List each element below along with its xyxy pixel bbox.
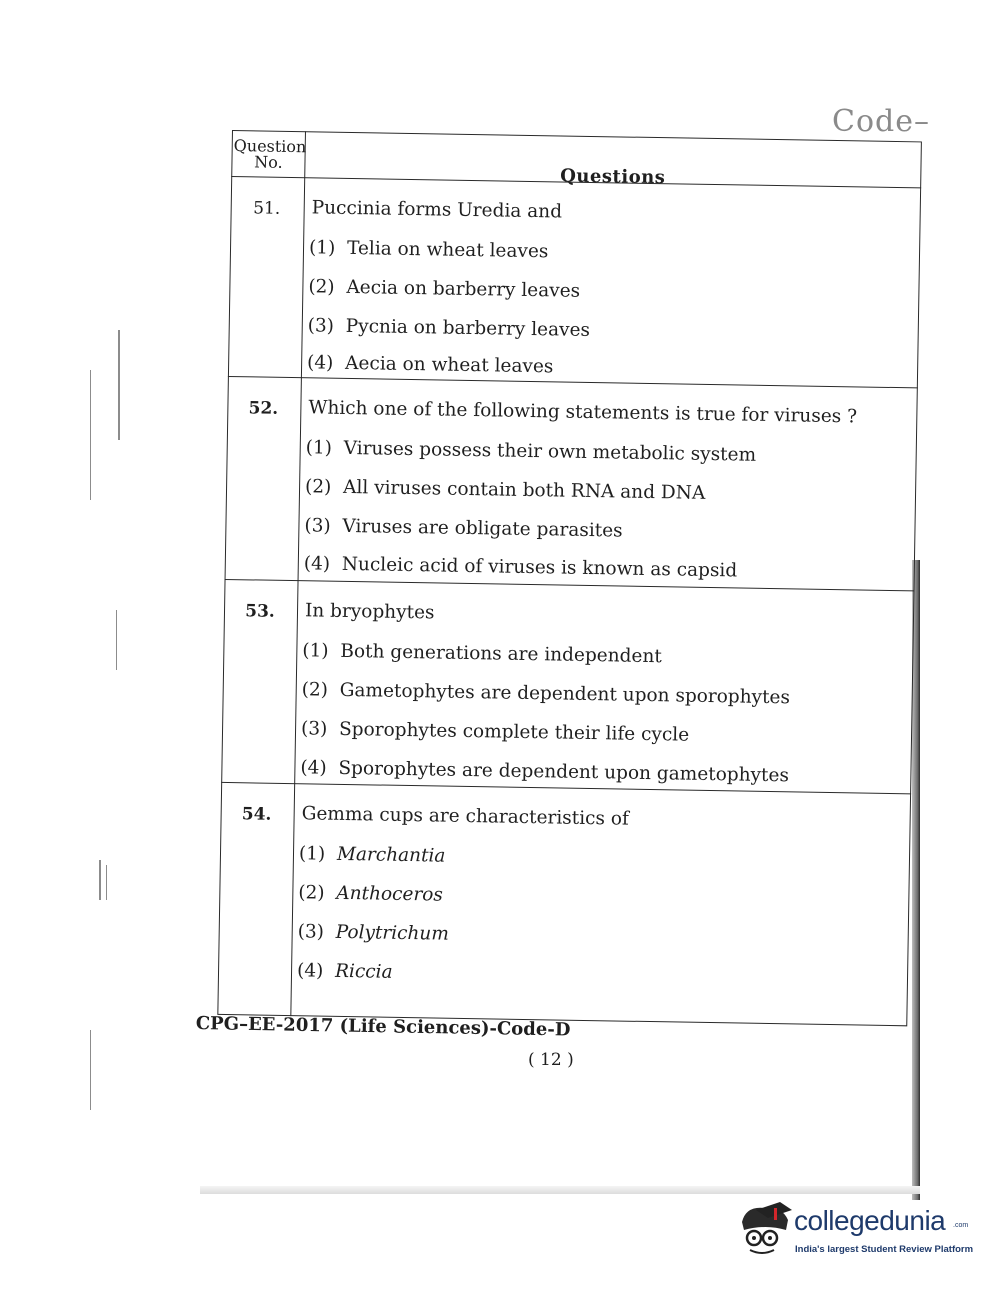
question-number: 54. — [241, 804, 272, 825]
option-number: (1) — [305, 437, 333, 459]
option-number: (1) — [308, 237, 336, 259]
question-text: In bryophytes — [304, 600, 435, 624]
option-text: Sporophytes are dependent upon gametophytes — [338, 757, 790, 787]
question-52 — [225, 376, 918, 591]
option — [297, 960, 393, 983]
scan-margin-mark — [90, 370, 91, 500]
option — [304, 553, 738, 581]
option-number: (1) — [302, 640, 329, 662]
brand-name: collegedunia — [794, 1205, 946, 1236]
question-53 — [221, 579, 914, 794]
option-text: Polytrichum — [335, 921, 450, 945]
code-label: Code– — [832, 104, 930, 139]
scan-margin-mark — [99, 860, 101, 900]
option-number: (3) — [300, 718, 328, 740]
question-number: 51. — [253, 198, 281, 219]
option-number: (3) — [307, 315, 335, 337]
option-number: (1) — [298, 843, 326, 865]
option-number: (4) — [306, 352, 334, 374]
option-number: (3) — [297, 921, 325, 943]
option — [306, 437, 757, 465]
question-number: 53. — [245, 601, 275, 622]
option-text: Marchantia — [336, 843, 446, 867]
brand-suffix: .com — [953, 1222, 969, 1229]
option-text: Aecia on wheat leaves — [344, 352, 554, 378]
question-54 — [217, 782, 911, 1023]
option-text: Sporophytes complete their life cycle — [338, 718, 690, 746]
option-text: Telia on wheat leaves — [346, 237, 549, 263]
option — [301, 718, 689, 745]
option-number: (4) — [300, 757, 327, 779]
option-text: Riccia — [334, 960, 393, 983]
option — [299, 843, 446, 866]
option-number: (4) — [296, 960, 324, 982]
scan-margin-mark — [106, 865, 107, 900]
question-51 — [228, 176, 921, 388]
option-number: (3) — [304, 515, 331, 537]
question-table — [217, 130, 922, 1026]
option — [304, 515, 623, 541]
option-number: (2) — [308, 276, 335, 298]
option — [308, 315, 591, 341]
option — [302, 640, 662, 667]
mascot — [742, 1202, 792, 1253]
brand-tagline: India's largest Student Review Platform — [795, 1244, 974, 1255]
option-text: Pycnia on barberry leaves — [345, 315, 591, 341]
option-text: Nucleic acid of viruses is known as capsid — [341, 553, 738, 582]
option-number: (2) — [304, 476, 332, 498]
option-number: (4) — [303, 553, 331, 575]
scan-margin-mark — [118, 330, 120, 440]
scan-margin-mark — [116, 610, 117, 670]
page-number: ( 12 ) — [528, 1050, 574, 1070]
option-text: All viruses contain both RNA and DNA — [342, 476, 706, 504]
option — [307, 352, 554, 377]
question-text: Gemma cups are characteristics of — [301, 803, 629, 830]
option-number: (2) — [301, 679, 329, 701]
option — [309, 237, 549, 262]
option — [308, 276, 580, 302]
question-number: 52. — [248, 398, 279, 419]
option-text: Viruses possess their own metabolic system — [343, 437, 757, 466]
option — [298, 882, 443, 905]
paper-code: CPG–EE-2017 (Life Sciences)-Code-D — [195, 1013, 571, 1041]
question-text: Puccinia forms Uredia and — [311, 197, 563, 223]
page-bottom-edge — [200, 1186, 920, 1194]
header-question-no: Question No. — [233, 136, 307, 172]
question-text: Which one of the following statements is true for viruses ? — [308, 397, 858, 428]
option — [298, 921, 449, 945]
option — [300, 757, 789, 786]
option-text: Gametophytes are dependent upon sporophytes — [339, 679, 791, 709]
option — [305, 476, 706, 504]
option-text: Aecia on barberry leaves — [346, 276, 581, 302]
scan-margin-mark — [90, 1030, 91, 1110]
option-number: (2) — [298, 882, 325, 904]
option-text: Viruses are obligate parasites — [342, 515, 623, 542]
option-text: Both generations are independent — [340, 640, 662, 668]
option-text: Anthoceros — [336, 882, 444, 906]
header-questions: Questions — [559, 165, 666, 189]
option — [302, 679, 791, 708]
